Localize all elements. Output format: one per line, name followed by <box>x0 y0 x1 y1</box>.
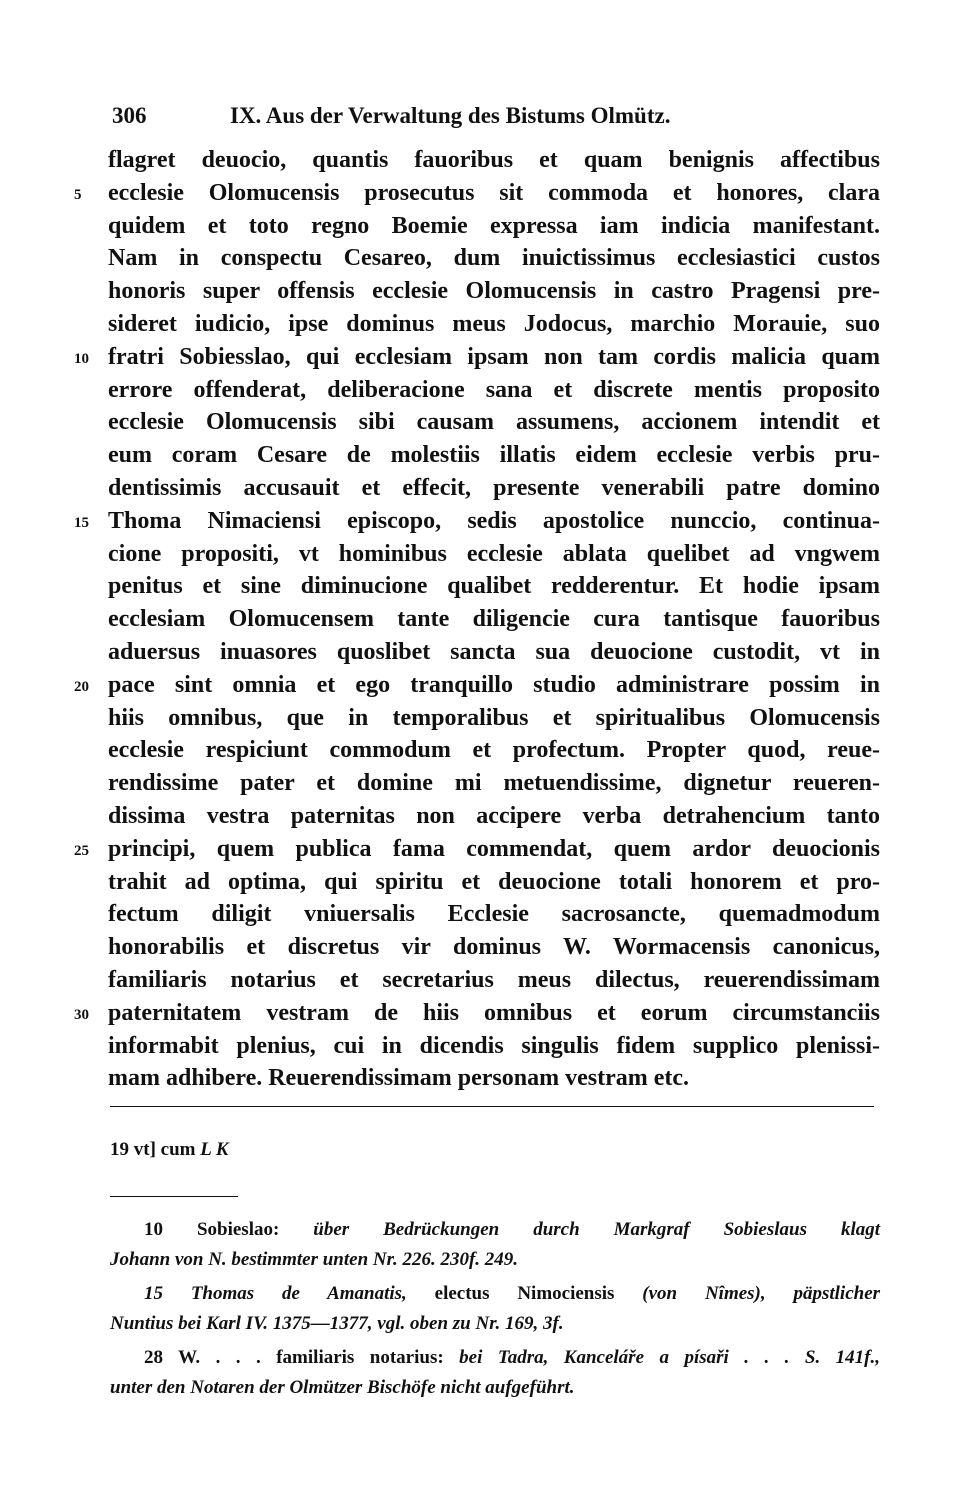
text-line <box>108 242 880 275</box>
line-text: mam adhibere. Reuerendissimam personam vestram etc. <box>108 1065 690 1092</box>
line-text: fectum diligit vniuersalis Ecclesie sacrosancte, quemadmodum <box>108 901 880 928</box>
line-text: rendissime pater et domine mi metuendissime, dignetur reueren- <box>108 770 880 797</box>
line-text: ecclesie respiciunt commodum et profectum. Propter quod, reue- <box>108 737 880 764</box>
line-text: eum coram Cesare de molestiis illatis eidem ecclesie verbis pru- <box>108 442 880 469</box>
running-header <box>112 96 882 136</box>
text-line <box>108 931 880 964</box>
text-line <box>108 702 880 735</box>
line-number: 20 <box>74 678 89 695</box>
note-comment: bei Tadra, Kanceláře a písaři . . . S. 141f., <box>459 1347 881 1368</box>
note-lemma: 28 W. . . . familiaris notarius: <box>144 1347 444 1368</box>
text-line <box>108 538 880 571</box>
line-number: 10 <box>74 350 89 367</box>
commentary-note <box>110 1215 880 1275</box>
line-text: dissima vestra paternitas non accipere verba detrahencium tanto <box>108 802 880 829</box>
commentary-note <box>110 1279 880 1339</box>
line-text: ecclesie Olomucensis sibi causam assumens, accionem intendit et <box>108 409 880 436</box>
text-line <box>108 1030 880 1063</box>
note-comment: (von Nîmes), päpstlicher <box>642 1283 881 1304</box>
page-number: 306 <box>112 103 147 128</box>
apparatus-divider <box>110 1106 874 1107</box>
text-line <box>74 669 880 702</box>
line-number: 30 <box>74 1006 89 1023</box>
text-line <box>108 144 880 177</box>
line-text: trahit ad optima, qui spiritu et deuocione totali honorem et pro- <box>108 868 880 895</box>
text-line <box>108 767 880 800</box>
line-text: familiaris notarius et secretarius meus dilectus, reuerendissimam <box>108 966 880 993</box>
notes-divider <box>110 1196 238 1197</box>
text-line <box>74 177 880 210</box>
text-line <box>108 472 880 505</box>
line-text: ecclesie Olomucensis prosecutus sit commoda et honores, clara <box>108 179 880 206</box>
text-line <box>108 898 880 931</box>
line-number: 5 <box>74 186 82 203</box>
line-text: honorabilis et discretus vir dominus W. Wormacensis canonicus, <box>108 934 880 961</box>
line-text: Nam in conspectu Cesareo, dum inuictissimus ecclesiastici custos <box>108 245 880 272</box>
textual-note-sigla: L K <box>200 1139 229 1160</box>
text-line <box>108 570 880 603</box>
text-line <box>108 210 880 243</box>
textual-note-ref: 19 vt] cum <box>110 1139 196 1160</box>
text-line <box>108 603 880 636</box>
text-line <box>108 636 880 669</box>
note-comment-cont: Nuntius bei Karl IV. 1375—1377, vgl. oben zu Nr. 169, 3f. <box>110 1313 564 1334</box>
main-text <box>74 144 880 1095</box>
text-line <box>74 997 880 1030</box>
line-text: informabit plenius, cui in dicendis singulis fidem supplico plenissi- <box>108 1032 880 1059</box>
text-line <box>108 374 880 407</box>
line-text: ecclesiam Olomucensem tante diligencie cura tantisque fauoribus <box>108 606 880 633</box>
text-line <box>108 800 880 833</box>
line-text: sideret iudicio, ipse dominus meus Jodocus, marchio Morauie, suo <box>108 310 880 337</box>
line-text: honoris super offensis ecclesie Olomucensis in castro Pragensi pre- <box>108 278 880 305</box>
text-line <box>108 439 880 472</box>
line-number: 15 <box>74 514 89 531</box>
text-line <box>108 734 880 767</box>
text-line <box>74 341 880 374</box>
running-title: IX. Aus der Verwaltung des Bistums Olmütz. <box>230 103 671 128</box>
line-text: aduersus inuasores quoslibet sancta sua deuocione custodit, vt in <box>108 638 880 665</box>
line-text: principi, quem publica fama commendat, quem ardor deuocionis <box>108 835 880 862</box>
line-text: quidem et toto regno Boemie expressa iam indicia manifestant. <box>108 212 880 239</box>
note-lemma: 15 Thomas de Amanatis, <box>144 1283 407 1304</box>
note-comment-cont: unter den Notaren der Olmützer Bischöfe nicht aufgeführt. <box>110 1377 575 1398</box>
text-line <box>108 866 880 899</box>
text-line <box>108 964 880 997</box>
text-line <box>108 275 880 308</box>
text-line <box>108 1062 880 1095</box>
text-line <box>74 505 880 538</box>
line-text: cione propositi, vt hominibus ecclesie ablata quelibet ad vngwem <box>108 540 880 567</box>
line-text: flagret deuocio, quantis fauoribus et quam benignis affectibus <box>108 147 880 173</box>
line-text: Thoma Nimaciensi episcopo, sedis apostolice nunccio, continua- <box>108 507 880 534</box>
line-number: 25 <box>74 842 89 859</box>
commentary-note <box>110 1343 880 1403</box>
line-text: dentissimis accusauit et effecit, presente venerabili patre domino <box>108 474 880 501</box>
note-text: electus Nimociensis <box>434 1283 615 1304</box>
line-text: penitus et sine diminucione qualibet redderentur. Et hodie ipsam <box>108 573 880 600</box>
line-text: pace sint omnia et ego tranquillo studio administrare possim in <box>108 671 880 698</box>
line-text: errore offenderat, deliberacione sana et discrete mentis proposito <box>108 376 880 403</box>
textual-apparatus <box>110 1135 880 1165</box>
note-comment-cont: Johann von N. bestimmter unten Nr. 226. 230f. 249. <box>110 1249 519 1270</box>
note-comment: über Bedrückungen durch Markgraf Sobieslaus klagt <box>313 1219 880 1240</box>
note-lemma: 10 Sobieslao: <box>144 1219 280 1240</box>
line-text: fratri Sobiesslao, qui ecclesiam ipsam non tam cordis malicia quam <box>108 343 880 370</box>
line-text: hiis omnibus, que in temporalibus et spiritualibus Olomucensis <box>108 704 880 731</box>
line-text: paternitatem vestram de hiis omnibus et eorum circumstanciis <box>108 999 880 1026</box>
text-line <box>108 406 880 439</box>
text-line <box>74 833 880 866</box>
text-line <box>108 308 880 341</box>
